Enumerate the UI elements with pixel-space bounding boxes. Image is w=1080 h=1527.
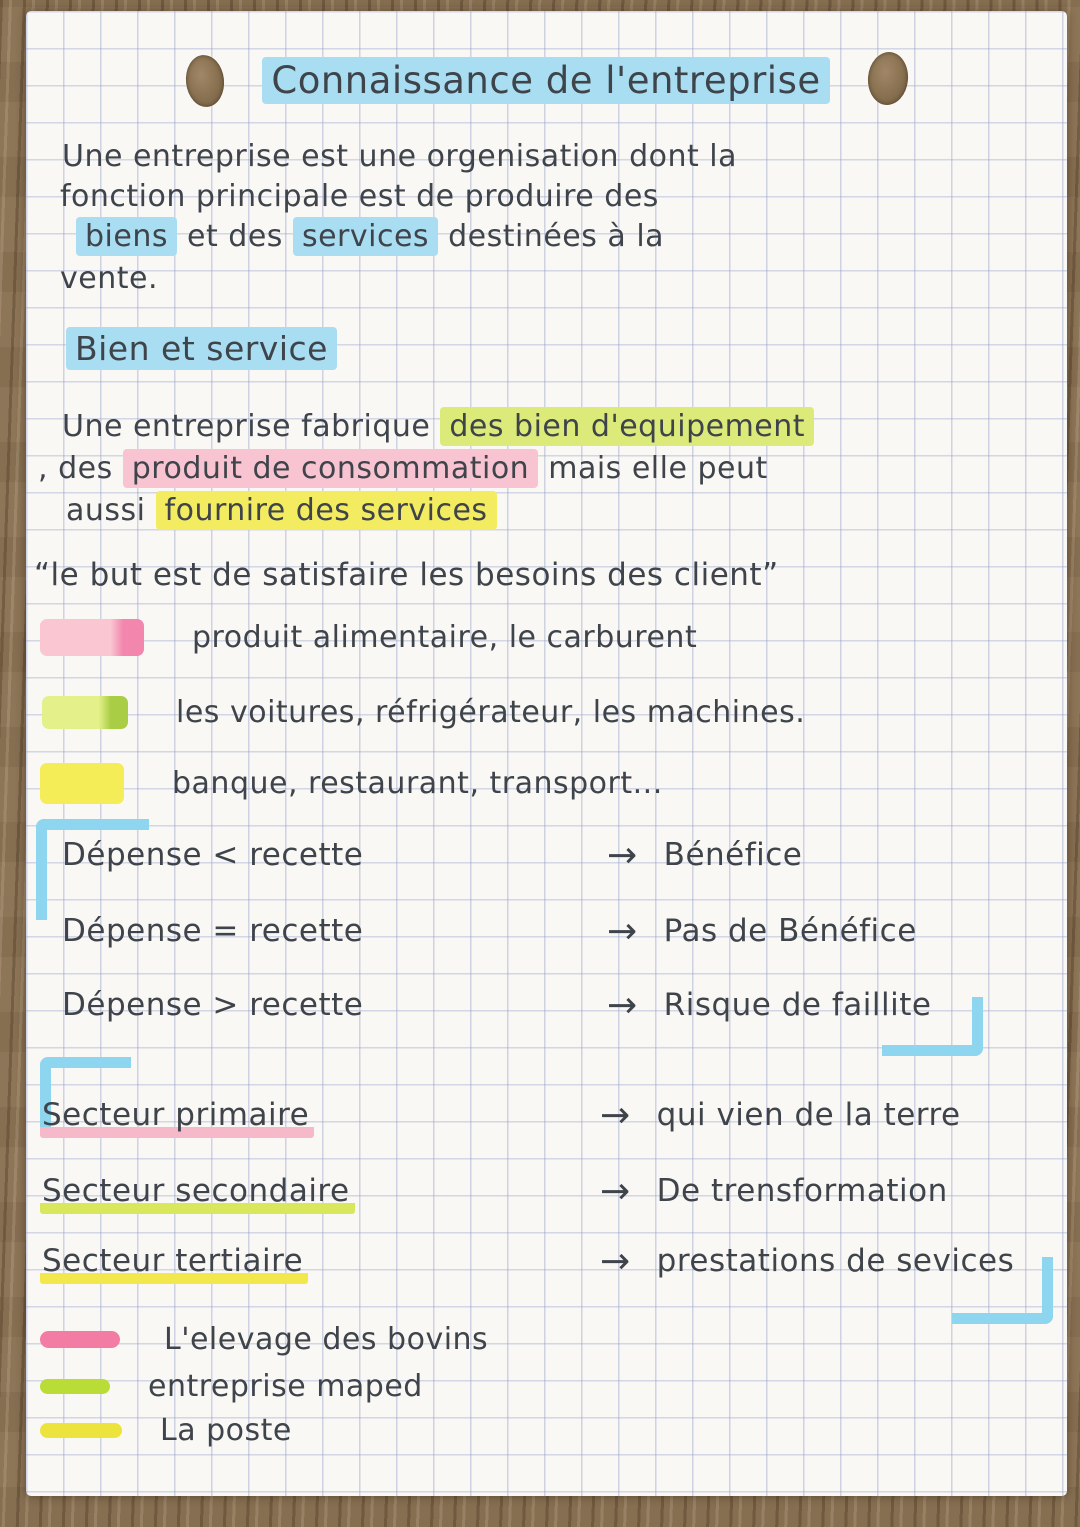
highlighted-produit-consommation: produit de consommation (123, 449, 538, 488)
pink-dash-icon (40, 1331, 120, 1348)
arrow-right-icon: → (600, 1095, 631, 1136)
sector-example-row (40, 1413, 292, 1448)
highlighted-word-biens: biens (76, 217, 177, 256)
page-title-text: Connaissance de l'entreprise (262, 57, 829, 104)
green-dash-icon (40, 1379, 110, 1394)
bien-service-line-1 (62, 407, 814, 447)
profit-result: Pas de Bénéfice (663, 913, 917, 949)
sector-name (40, 1097, 600, 1133)
example-row-yellow (40, 763, 663, 804)
bien-service-line-2 (38, 449, 768, 489)
bs-line1-text: Une entreprise fabrique (62, 409, 441, 444)
intro-line-3 (76, 217, 664, 257)
example-label: produit alimentaire, le carburent (192, 620, 698, 655)
example-row-pink (40, 619, 697, 656)
quote-line: “le but est de satisfaire les besoins des client” (34, 557, 779, 593)
intro-line-4: vente. (60, 261, 158, 296)
arrow-right-icon: → (600, 1241, 631, 1282)
highlighted-word-services: services (293, 217, 438, 256)
sector-row (40, 1093, 961, 1134)
bs-line3-text: aussi (66, 493, 156, 528)
profit-condition: Dépense < recette (62, 837, 364, 873)
notebook-page (26, 11, 1067, 1496)
sector-example-row (40, 1369, 423, 1404)
example-label: les voitures, réfrigérateur, les machines. (176, 695, 806, 730)
bs-line2-text: , des (38, 451, 123, 486)
profit-row (62, 983, 931, 1024)
bien-service-line-3 (66, 491, 497, 531)
sector-example-label: entreprise maped (148, 1369, 423, 1404)
bs-line2-text-end: mais elle peut (538, 451, 768, 486)
section-heading-text: Bien et service (66, 327, 337, 370)
sector-desc: prestations de sevices (656, 1243, 1015, 1279)
sector-example-label: La poste (160, 1413, 292, 1448)
blue-close-bracket-icon (882, 997, 983, 1056)
arrow-right-icon: → (607, 985, 638, 1026)
sector-row (40, 1239, 1014, 1280)
section-heading-bien-et-service (66, 329, 337, 369)
arrow-right-icon: → (600, 1171, 631, 1212)
profit-condition: Dépense > recette (62, 987, 364, 1023)
sector-row (40, 1169, 948, 1210)
highlighted-bien-equipement: des bien d'equipement (440, 407, 814, 446)
profit-result: Bénéfice (663, 837, 803, 873)
yellow-dash-icon (40, 1423, 122, 1438)
sector-desc: De trensformation (656, 1173, 948, 1209)
profit-row (62, 833, 802, 874)
arrow-right-icon: → (607, 911, 638, 952)
sector-name (40, 1243, 600, 1279)
intro-line-2: fonction principale est de produire des (60, 179, 659, 214)
profit-result: Risque de faillite (663, 987, 932, 1023)
blue-close-bracket-icon (952, 1257, 1053, 1324)
sector-name-text: Secteur primaire (40, 1097, 314, 1138)
highlighted-fournire-services: fournire des services (156, 491, 497, 530)
page-title (206, 59, 886, 102)
example-label: banque, restaurant, transport... (172, 766, 663, 801)
pink-swatch-icon (40, 619, 144, 656)
sector-name-text: Secteur tertiaire (40, 1243, 308, 1284)
sector-name-text: Secteur secondaire (40, 1173, 355, 1214)
arrow-right-icon: → (607, 835, 638, 876)
sector-example-label: L'elevage des bovins (164, 1322, 489, 1357)
profit-row (62, 909, 917, 950)
intro-line-3-text-end: destinées à la (438, 219, 665, 254)
example-row-green (42, 695, 805, 730)
sector-name (40, 1173, 600, 1209)
sector-desc: qui vien de la terre (656, 1097, 961, 1133)
sector-example-row (40, 1322, 488, 1357)
intro-line-1: Une entreprise est une orgenisation dont la (62, 139, 738, 174)
intro-line-3-text: et des (176, 219, 293, 254)
profit-condition: Dépense = recette (62, 913, 364, 949)
green-swatch-icon (42, 696, 128, 729)
yellow-swatch-icon (40, 763, 124, 804)
